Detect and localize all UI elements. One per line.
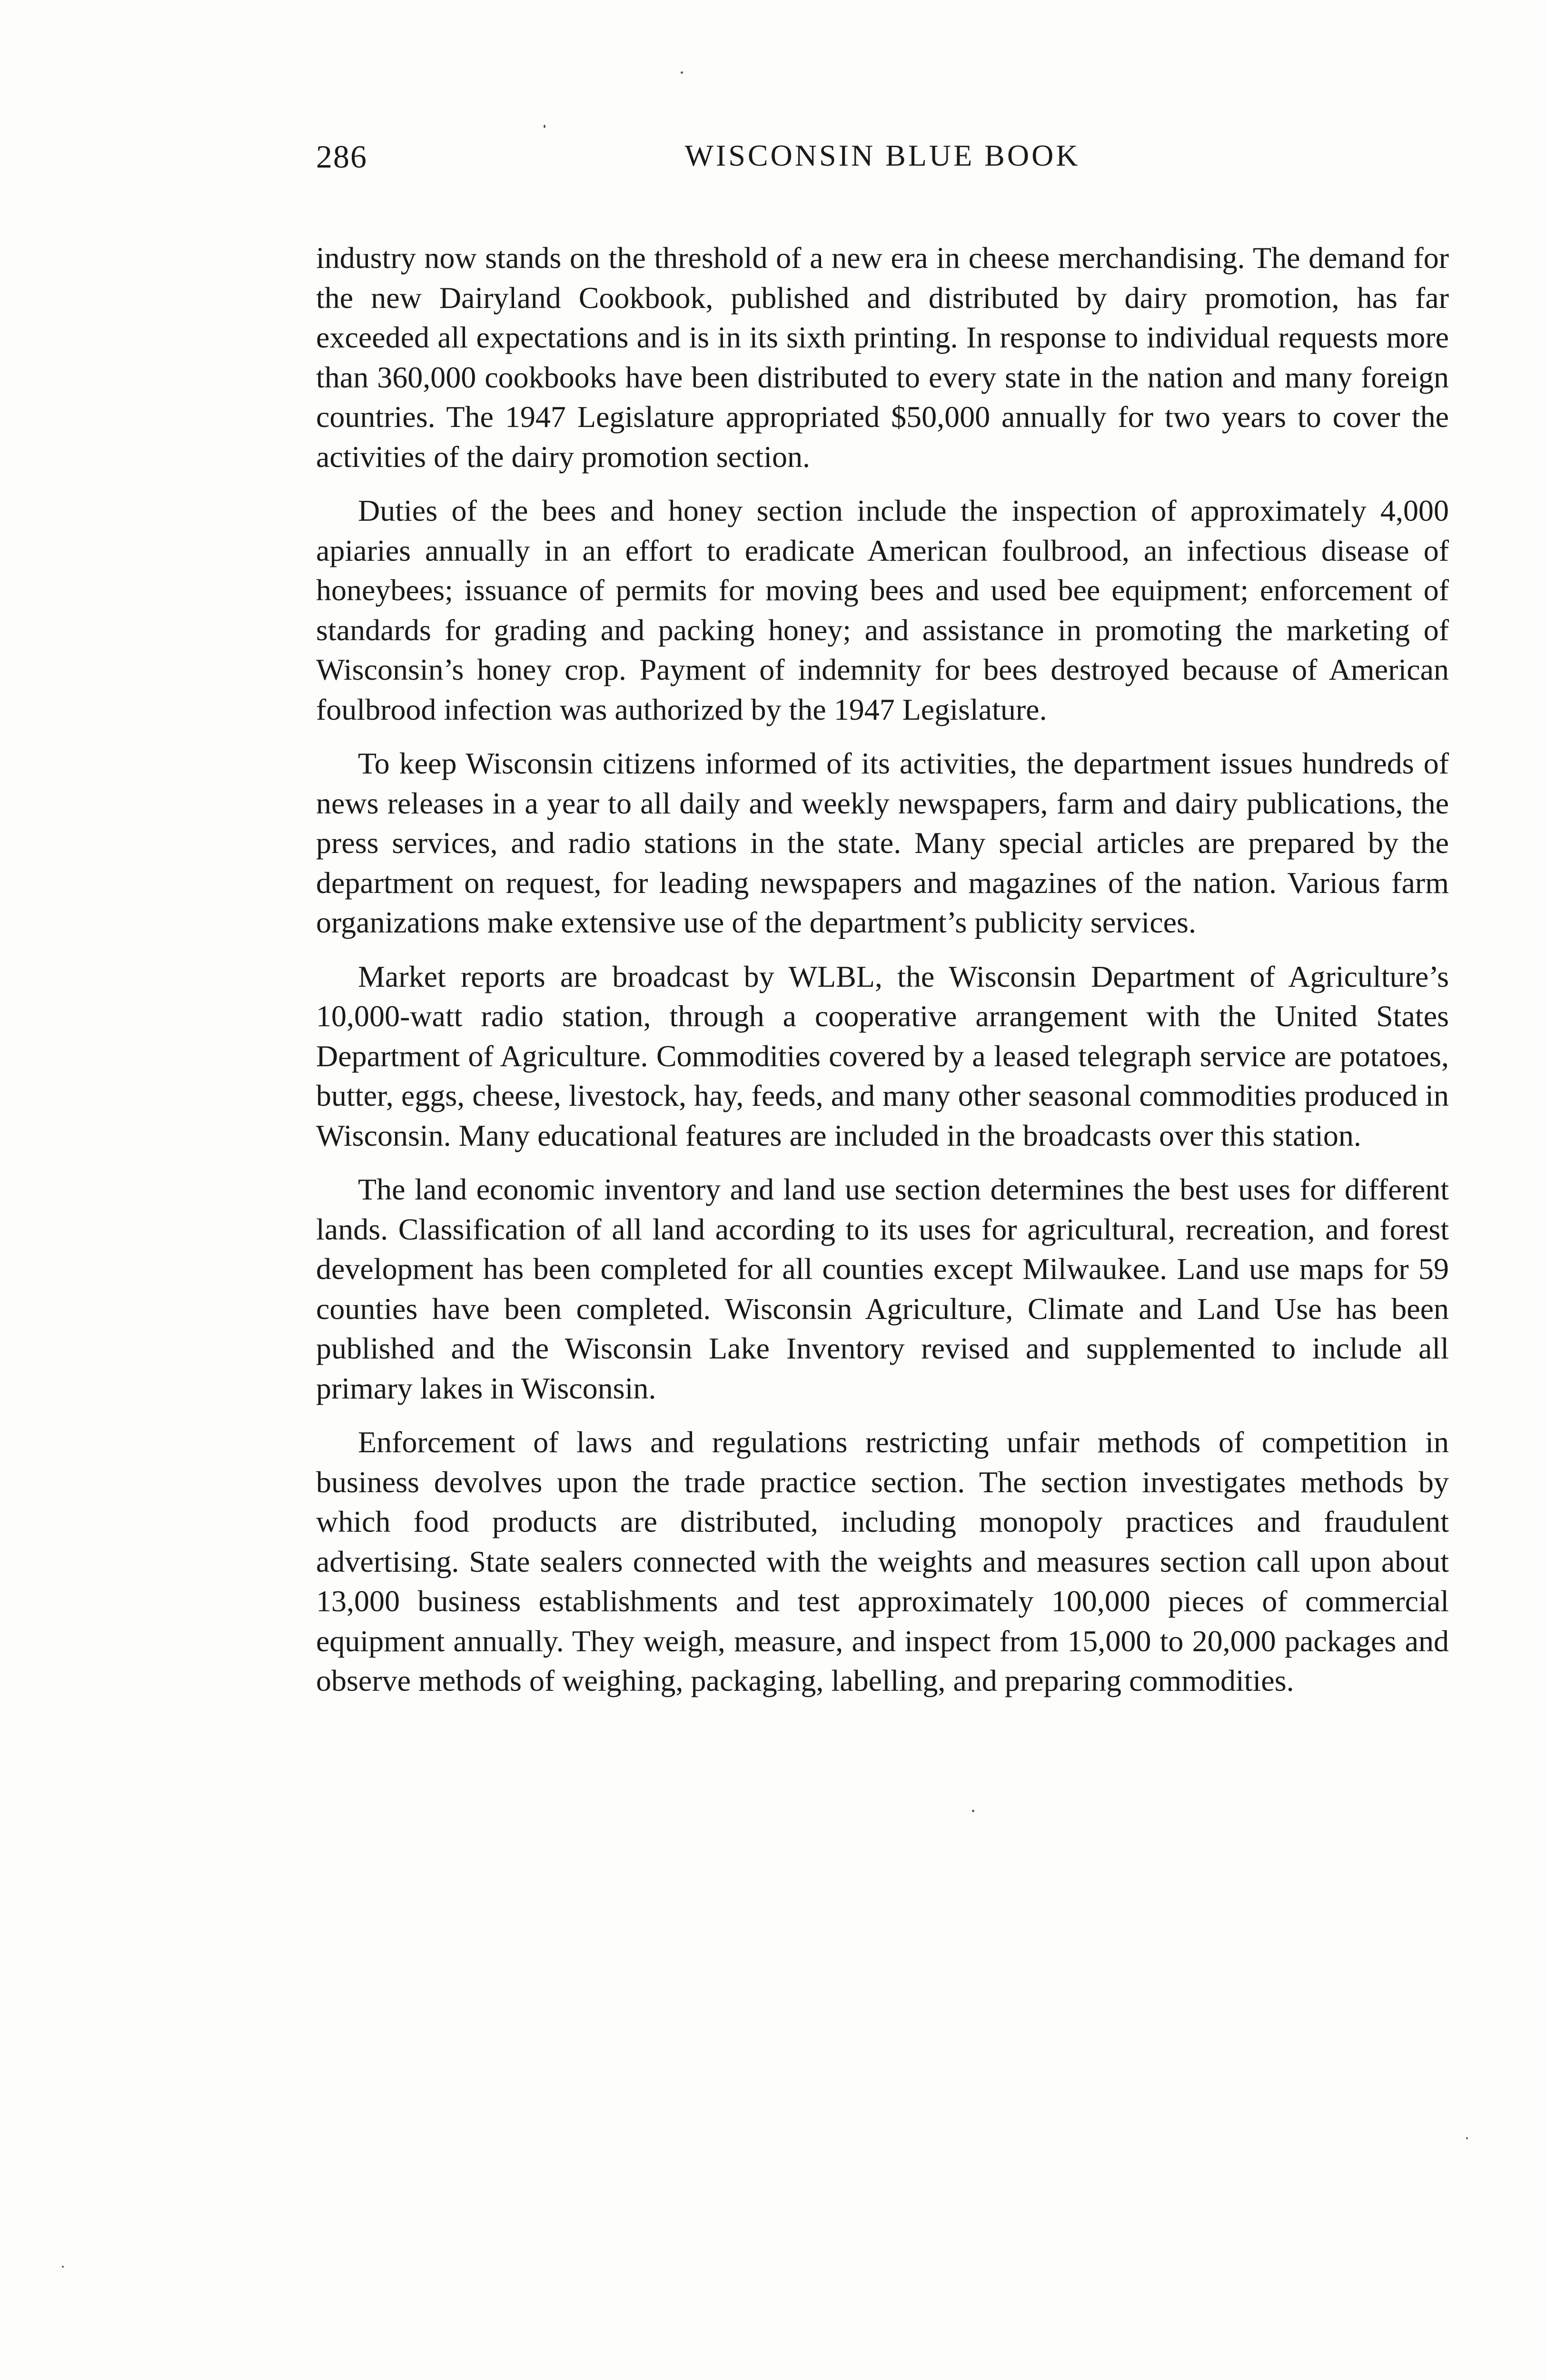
scan-speck <box>681 71 683 74</box>
paragraph-dairy-promotion: industry now stands on the threshold of a new era in cheese merchandising. The demand for the new Dairyland Cookbook, published and distributed by dairy promotion, has far exceeded all expectations and is in its sixth printing. In response to individual requests more than 360,000 cookbooks have been distributed to every state in the nation and many foreign countries. The 1947 Legislature appropriated $50,000 annually for two years to cover the activities of the dairy promotion section. <box>316 241 1449 474</box>
paragraph-publicity: To keep Wisconsin citizens informed of its activities, the department issues hundreds of news releases in a year to all daily and weekly newspapers, farm and dairy publications, the press services, and radio stations in the state. Many special articles are prepared by the department on request, for leading newspapers and magazines of the nation. Various farm organizations make extensive use of the department’s publicity services. <box>316 746 1449 939</box>
scan-speck <box>544 125 545 128</box>
scan-speck <box>62 2266 64 2268</box>
scan-speck <box>1466 2137 1468 2139</box>
body-text <box>316 238 1449 1715</box>
paragraph-bees-honey: Duties of the bees and honey section include the inspection of approximately 4,000 apiaries annually in an effort to eradicate American foulbrood, an infectious disease of honeybees; issuance of permits for moving bees and used bee equipment; enforcement of standards for grading and packing honey; and assistance in promoting the marketing of Wisconsin’s honey crop. Payment of indemnity for bees destroyed because of American foulbrood infection was authorized by the 1947 Legislature. <box>316 494 1449 726</box>
paragraph-market-reports: Market reports are broadcast by WLBL, the Wisconsin Department of Agriculture’s 10,000-watt radio station, through a cooperative arrangement with the United States Department of Agriculture. Commodities covered by a leased telegraph service are potatoes, butter, eggs, cheese, livestock, hay, feeds, and many other seasonal commodities produced in Wisconsin. Many educational features are included in the broadcasts over this station. <box>316 959 1449 1152</box>
paragraph-trade-practice: Enforcement of laws and regulations restricting unfair methods of competition in business devolves upon the trade practice section. The section investigates methods by which food products are distributed, including monopoly practices and fraudulent advertising. State sealers connected with the weights and measures section call upon about 13,000 business establishments and test approximately 100,000 pieces of commercial equipment annually. They weigh, measure, and inspect from 15,000 to 20,000 packages and observe methods of weighing, packaging, labelling, and preparing commodities. <box>316 1425 1449 1697</box>
scan-speck <box>972 1810 974 1812</box>
page-number: 286 <box>316 139 367 175</box>
page-header <box>316 138 1449 181</box>
running-title: WISCONSIN BLUE BOOK <box>684 139 1080 172</box>
paragraph-land-use: The land economic inventory and land use section determines the best uses for different lands. Classification of all land according to its uses for agricultural, recreation, and forest development has been completed for all counties except Milwaukee. Land use maps for 59 counties have been completed. Wisconsin Agriculture, Climate and Land Use has been published and the Wisconsin Lake Inventory revised and supplemented to include all primary lakes in Wisconsin. <box>316 1172 1449 1405</box>
